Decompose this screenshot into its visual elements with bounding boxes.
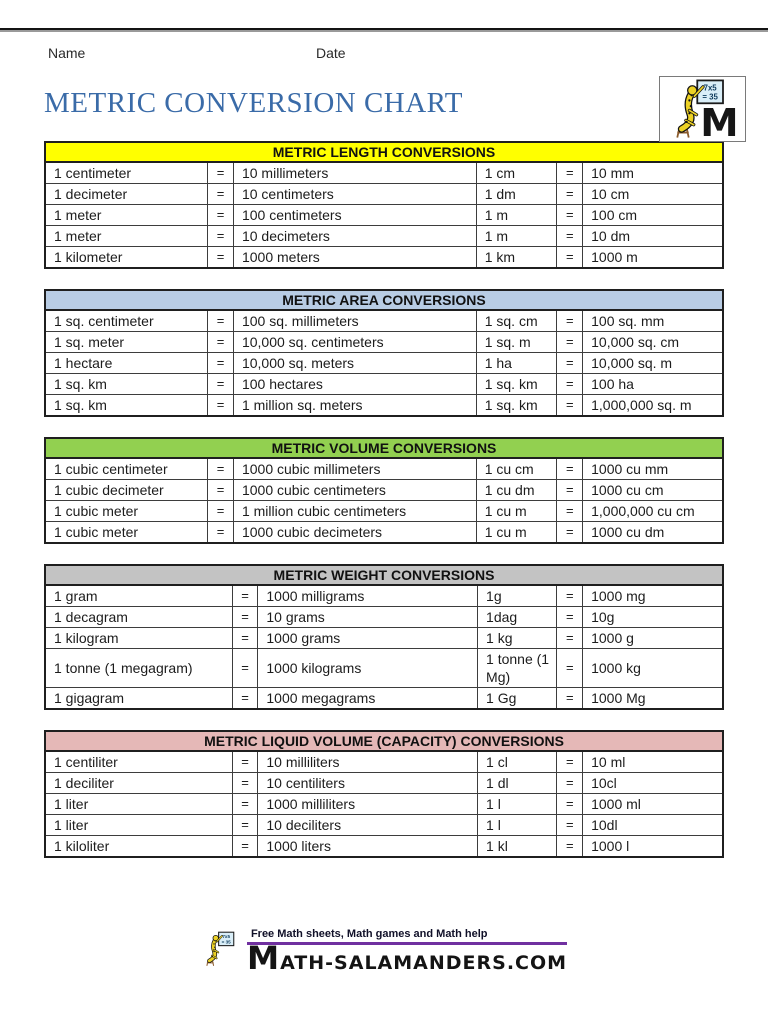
value-cell: 1000 g [583, 628, 723, 649]
tables-container [44, 141, 724, 858]
footer [0, 928, 768, 977]
footer-brand: MATH-SALAMANDERS.COM [246, 939, 568, 977]
equals-cell: = [557, 332, 583, 353]
value-cell: 1 cm [476, 162, 557, 184]
table-row [45, 247, 723, 269]
value-cell: 1 kilometer [45, 247, 208, 269]
equals-cell: = [557, 458, 583, 480]
value-cell: 1 tonne (1 megagram) [45, 649, 232, 688]
value-cell: 10 cm [583, 184, 723, 205]
value-cell: 1 m [476, 226, 557, 247]
value-cell: 1 cubic meter [45, 501, 208, 522]
equals-cell: = [557, 395, 583, 417]
value-cell: 1 million cubic centimeters [233, 501, 476, 522]
value-cell: 100 sq. millimeters [233, 310, 476, 332]
table-row [45, 395, 723, 417]
value-cell: 1000 mg [583, 585, 723, 607]
value-cell: 1 sq. km [476, 395, 557, 417]
table-title: METRIC LENGTH CONVERSIONS [45, 142, 723, 162]
value-cell: 1 m [476, 205, 557, 226]
value-cell: 100 ha [583, 374, 723, 395]
table-row [45, 649, 723, 688]
value-cell: 10 ml [583, 751, 723, 773]
equals-cell: = [232, 628, 258, 649]
value-cell: 100 sq. mm [583, 310, 723, 332]
equals-cell: = [557, 628, 583, 649]
value-cell: 10 milliliters [258, 751, 478, 773]
equals-cell: = [208, 247, 234, 269]
value-cell: 1000 megagrams [258, 688, 478, 710]
table-row [45, 688, 723, 710]
equals-cell: = [557, 794, 583, 815]
value-cell: 1 sq. cm [476, 310, 557, 332]
equals-cell: = [208, 332, 234, 353]
table-row [45, 815, 723, 836]
equals-cell: = [232, 585, 258, 607]
value-cell: 1 sq. centimeter [45, 310, 208, 332]
value-cell: 1000 l [583, 836, 723, 858]
value-cell: 1 million sq. meters [233, 395, 476, 417]
value-cell: 10cl [583, 773, 723, 794]
value-cell: 1000 cu cm [583, 480, 723, 501]
value-cell: 10 dm [583, 226, 723, 247]
value-cell: 1 gigagram [45, 688, 232, 710]
value-cell: 10,000 sq. centimeters [233, 332, 476, 353]
equals-cell: = [557, 374, 583, 395]
site-logo [659, 76, 746, 142]
value-cell: 1,000,000 sq. m [583, 395, 723, 417]
value-cell: 1 kilogram [45, 628, 232, 649]
equals-cell: = [557, 688, 583, 710]
conversion-table [44, 141, 724, 269]
conversion-table [44, 289, 724, 417]
value-cell: 10 decimeters [233, 226, 476, 247]
equals-cell: = [208, 522, 234, 544]
conversion-table [44, 437, 724, 544]
table-row [45, 353, 723, 374]
value-cell: 1 decagram [45, 607, 232, 628]
value-cell: 1000 grams [258, 628, 478, 649]
value-cell: 1 sq. meter [45, 332, 208, 353]
value-cell: 1 liter [45, 815, 232, 836]
equals-cell: = [557, 836, 583, 858]
table-row [45, 205, 723, 226]
table-row [45, 458, 723, 480]
table-row [45, 836, 723, 858]
value-cell: 1000 liters [258, 836, 478, 858]
value-cell: 1 meter [45, 226, 208, 247]
equals-cell: = [208, 501, 234, 522]
table-title: METRIC AREA CONVERSIONS [45, 290, 723, 310]
value-cell: 1 hectare [45, 353, 208, 374]
table-row [45, 162, 723, 184]
equals-cell: = [208, 310, 234, 332]
value-cell: 10 grams [258, 607, 478, 628]
equals-cell: = [232, 751, 258, 773]
value-cell: 1 gram [45, 585, 232, 607]
footer-tagline: Free Math sheets, Math games and Math help [247, 928, 567, 945]
table-row [45, 585, 723, 607]
equals-cell: = [557, 205, 583, 226]
table-row [45, 628, 723, 649]
value-cell: 1 kl [478, 836, 557, 858]
logo-m-glyph: M [699, 101, 739, 139]
value-cell: 1000 kg [583, 649, 723, 688]
table-title: METRIC VOLUME CONVERSIONS [45, 438, 723, 458]
name-date-row [48, 45, 720, 61]
equals-cell: = [557, 607, 583, 628]
equals-cell: = [557, 773, 583, 794]
value-cell: 10 mm [583, 162, 723, 184]
table-row [45, 226, 723, 247]
equals-cell: = [232, 836, 258, 858]
value-cell: 1 kg [478, 628, 557, 649]
conversion-table [44, 730, 724, 858]
value-cell: 1 cu dm [476, 480, 557, 501]
value-cell: 1000 cu dm [583, 522, 723, 544]
equals-cell: = [557, 522, 583, 544]
equals-cell: = [557, 815, 583, 836]
value-cell: 1dag [478, 607, 557, 628]
equals-cell: = [208, 184, 234, 205]
equals-cell: = [208, 353, 234, 374]
value-cell: 1g [478, 585, 557, 607]
value-cell: 1000 Mg [583, 688, 723, 710]
value-cell: 1 sq. m [476, 332, 557, 353]
table-row [45, 480, 723, 501]
value-cell: 1 sq. km [45, 395, 208, 417]
value-cell: 1 deciliter [45, 773, 232, 794]
equals-cell: = [557, 480, 583, 501]
value-cell: 1 dl [478, 773, 557, 794]
value-cell: 1 meter [45, 205, 208, 226]
value-cell: 1 centimeter [45, 162, 208, 184]
table-row [45, 184, 723, 205]
value-cell: 1 km [476, 247, 557, 269]
equals-cell: = [557, 585, 583, 607]
equals-cell: = [557, 751, 583, 773]
value-cell: 10 millimeters [233, 162, 476, 184]
value-cell: 100 centimeters [233, 205, 476, 226]
value-cell: 1000 ml [583, 794, 723, 815]
table-row [45, 522, 723, 544]
value-cell: 1 cu m [476, 501, 557, 522]
value-cell: 1 decimeter [45, 184, 208, 205]
equals-cell: = [557, 184, 583, 205]
table-row [45, 751, 723, 773]
value-cell: 100 hectares [233, 374, 476, 395]
equals-cell: = [557, 226, 583, 247]
equals-cell: = [557, 247, 583, 269]
date-label: Date [316, 45, 346, 61]
value-cell: 1 cubic centimeter [45, 458, 208, 480]
equals-cell: = [232, 607, 258, 628]
equals-cell: = [232, 794, 258, 815]
value-cell: 1 kiloliter [45, 836, 232, 858]
table-row [45, 310, 723, 332]
value-cell: 1 liter [45, 794, 232, 815]
equals-cell: = [208, 205, 234, 226]
value-cell: 1 Gg [478, 688, 557, 710]
value-cell: 10 deciliters [258, 815, 478, 836]
value-cell: 1 l [478, 794, 557, 815]
table-row [45, 374, 723, 395]
value-cell: 1 sq. km [476, 374, 557, 395]
value-cell: 1 dm [476, 184, 557, 205]
value-cell: 1000 cubic millimeters [233, 458, 476, 480]
page-title: METRIC CONVERSION CHART [44, 87, 464, 119]
salamander-logo-icon [663, 79, 743, 139]
top-divider-bar [0, 28, 768, 32]
value-cell: 1000 m [583, 247, 723, 269]
value-cell: 10 centimeters [233, 184, 476, 205]
equals-cell: = [208, 374, 234, 395]
value-cell: 1000 cu mm [583, 458, 723, 480]
table-row [45, 794, 723, 815]
table-row [45, 773, 723, 794]
table-row [45, 501, 723, 522]
footer-text [246, 928, 568, 977]
value-cell: 1 cl [478, 751, 557, 773]
equals-cell: = [208, 480, 234, 501]
value-cell: 1000 cubic centimeters [233, 480, 476, 501]
value-cell: 1 cu m [476, 522, 557, 544]
equals-cell: = [232, 688, 258, 710]
table-title: METRIC LIQUID VOLUME (CAPACITY) CONVERSIONS [45, 731, 723, 751]
value-cell: 10dl [583, 815, 723, 836]
equals-cell: = [208, 226, 234, 247]
value-cell: 10 centiliters [258, 773, 478, 794]
value-cell: 1000 meters [233, 247, 476, 269]
equals-cell: = [208, 162, 234, 184]
value-cell: 1 cubic meter [45, 522, 208, 544]
value-cell: 1000 cubic decimeters [233, 522, 476, 544]
value-cell: 1 l [478, 815, 557, 836]
value-cell: 1,000,000 cu cm [583, 501, 723, 522]
value-cell: 10,000 sq. cm [583, 332, 723, 353]
equals-cell: = [208, 395, 234, 417]
equals-cell: = [232, 815, 258, 836]
equals-cell: = [557, 162, 583, 184]
equals-cell: = [208, 458, 234, 480]
conversion-table [44, 564, 724, 710]
value-cell: 10,000 sq. m [583, 353, 723, 374]
table-row [45, 332, 723, 353]
equals-cell: = [557, 310, 583, 332]
equals-cell: = [557, 501, 583, 522]
value-cell: 1 cubic decimeter [45, 480, 208, 501]
equals-cell: = [232, 649, 258, 688]
equals-cell: = [232, 773, 258, 794]
value-cell: 10g [583, 607, 723, 628]
value-cell: 1 ha [476, 353, 557, 374]
value-cell: 1 tonne (1 Mg) [478, 649, 557, 688]
value-cell: 1 cu cm [476, 458, 557, 480]
equals-cell: = [557, 353, 583, 374]
name-label: Name [48, 45, 86, 61]
value-cell: 1000 milligrams [258, 585, 478, 607]
table-title: METRIC WEIGHT CONVERSIONS [45, 565, 723, 585]
value-cell: 1000 milliliters [258, 794, 478, 815]
value-cell: 10,000 sq. meters [233, 353, 476, 374]
footer-salamander-icon [201, 931, 243, 972]
value-cell: 1 centiliter [45, 751, 232, 773]
value-cell: 1 sq. km [45, 374, 208, 395]
value-cell: 1000 kilograms [258, 649, 478, 688]
table-row [45, 607, 723, 628]
value-cell: 100 cm [583, 205, 723, 226]
equals-cell: = [557, 649, 583, 688]
